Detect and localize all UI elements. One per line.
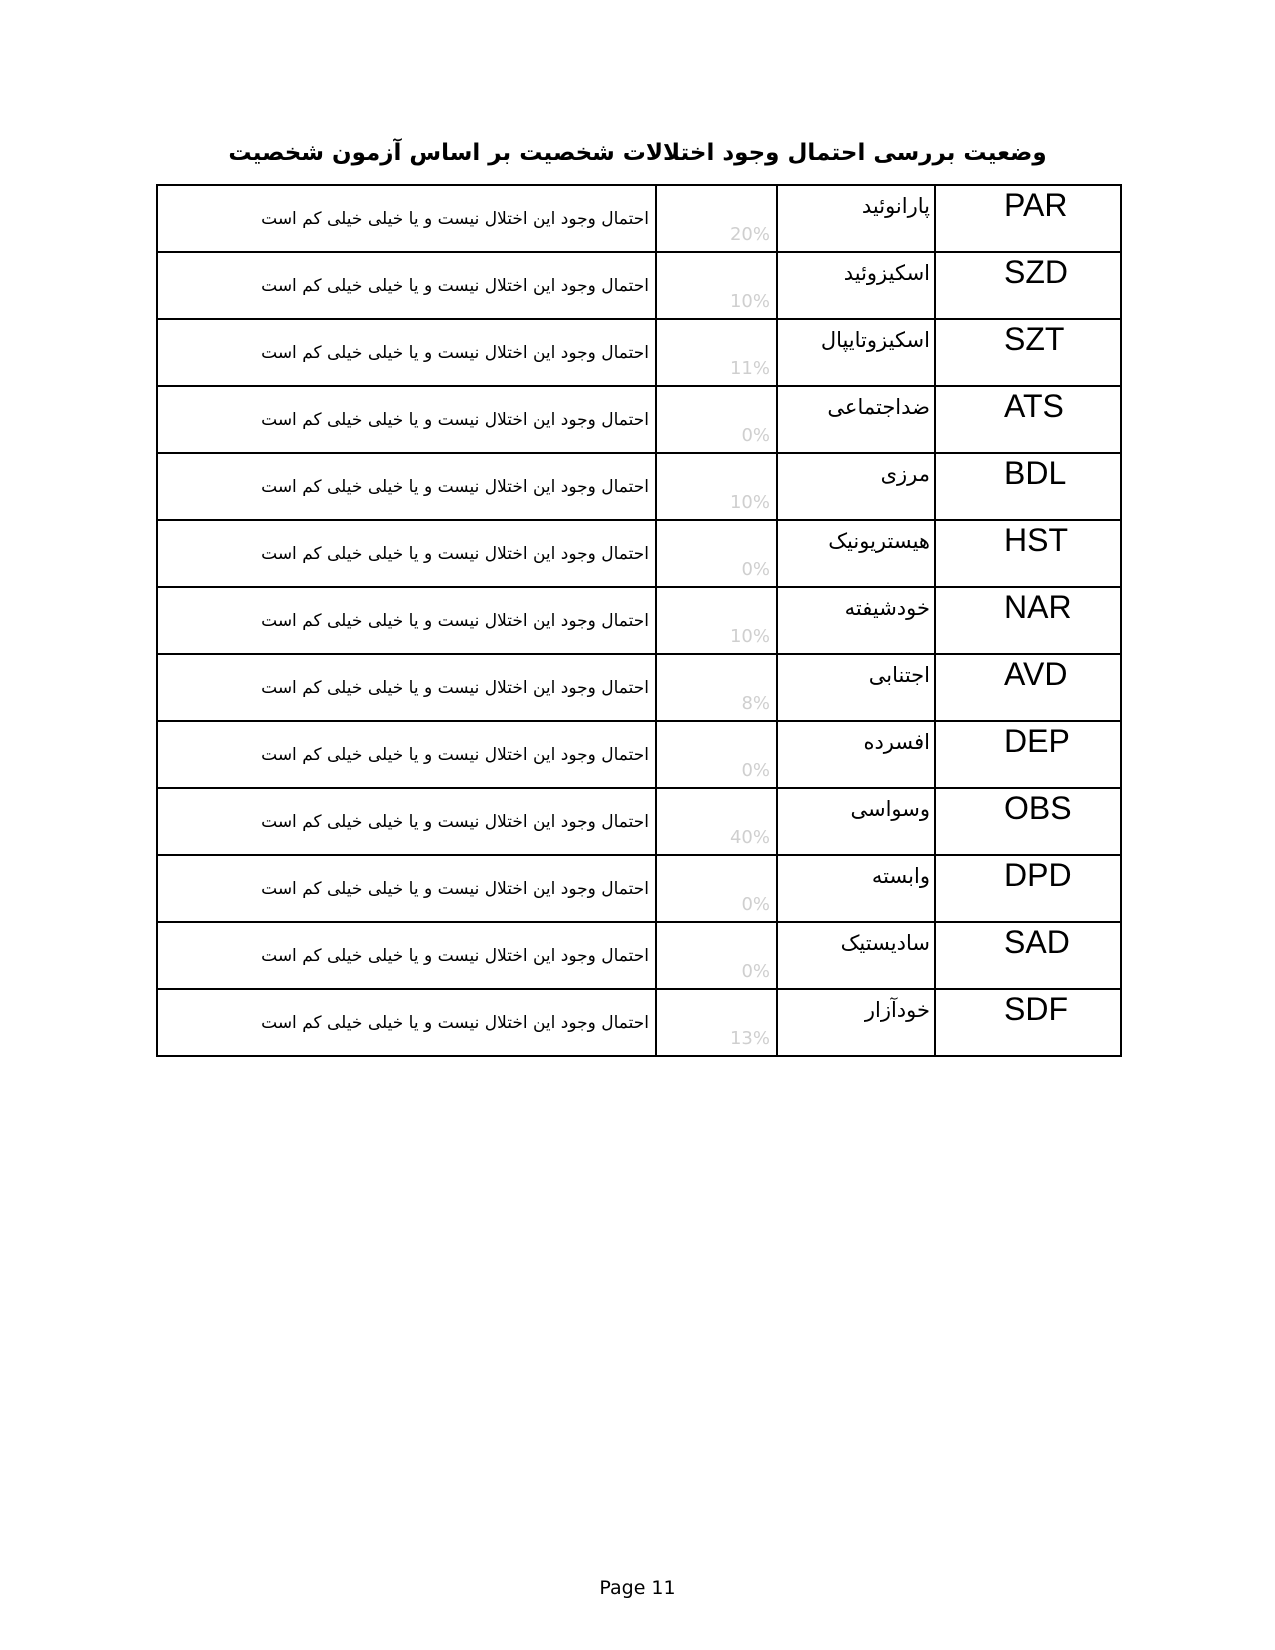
- row-code: NAR: [935, 587, 1121, 654]
- row-disorder-name: افسرده: [777, 721, 935, 788]
- table-row: [157, 453, 1121, 520]
- row-percent: 10%: [656, 587, 777, 654]
- row-description: احتمال وجود این اختلال نیست و یا خیلی خیلی کم است: [157, 788, 656, 855]
- row-description: احتمال وجود این اختلال نیست و یا خیلی خیلی کم است: [157, 319, 656, 386]
- row-description: احتمال وجود این اختلال نیست و یا خیلی خیلی کم است: [157, 386, 656, 453]
- page-number: Page 11: [599, 1577, 676, 1599]
- row-description: احتمال وجود این اختلال نیست و یا خیلی خیلی کم است: [157, 252, 656, 319]
- row-code: HST: [935, 520, 1121, 587]
- row-disorder-name: وسواسی: [777, 788, 935, 855]
- row-description: احتمال وجود این اختلال نیست و یا خیلی خیلی کم است: [157, 520, 656, 587]
- row-code: BDL: [935, 453, 1121, 520]
- row-description: احتمال وجود این اختلال نیست و یا خیلی خیلی کم است: [157, 721, 656, 788]
- row-description: احتمال وجود این اختلال نیست و یا خیلی خیلی کم است: [157, 453, 656, 520]
- row-percent: 10%: [656, 453, 777, 520]
- row-percent: 11%: [656, 319, 777, 386]
- row-percent: 8%: [656, 654, 777, 721]
- row-disorder-name: اجتنابی: [777, 654, 935, 721]
- row-code: DPD: [935, 855, 1121, 922]
- page-title: وضعیت بررسی احتمال وجود اختلالات شخصیت بر اساس آزمون شخصیت: [228, 140, 1047, 166]
- table-row: [157, 721, 1121, 788]
- row-disorder-name: خودشیفته: [777, 587, 935, 654]
- table-row: [157, 520, 1121, 587]
- table-row: [157, 319, 1121, 386]
- row-disorder-name: ضداجتماعی: [777, 386, 935, 453]
- row-percent: 20%: [656, 185, 777, 252]
- table-row: [157, 252, 1121, 319]
- row-percent: 0%: [656, 520, 777, 587]
- table-row: [157, 587, 1121, 654]
- row-description: احتمال وجود این اختلال نیست و یا خیلی خیلی کم است: [157, 989, 656, 1056]
- row-disorder-name: وابسته: [777, 855, 935, 922]
- row-description: احتمال وجود این اختلال نیست و یا خیلی خیلی کم است: [157, 185, 656, 252]
- row-description: احتمال وجود این اختلال نیست و یا خیلی خیلی کم است: [157, 855, 656, 922]
- row-code: SZD: [935, 252, 1121, 319]
- row-disorder-name: اسکیزوتایپال: [777, 319, 935, 386]
- personality-disorder-table: [156, 184, 1122, 1057]
- row-code: ATS: [935, 386, 1121, 453]
- row-disorder-name: مرزی: [777, 453, 935, 520]
- table-row: [157, 922, 1121, 989]
- row-code: SAD: [935, 922, 1121, 989]
- row-code: PAR: [935, 185, 1121, 252]
- table-row: [157, 989, 1121, 1056]
- row-disorder-name: پارانوئید: [777, 185, 935, 252]
- row-code: OBS: [935, 788, 1121, 855]
- table-row: [157, 185, 1121, 252]
- row-description: احتمال وجود این اختلال نیست و یا خیلی خیلی کم است: [157, 654, 656, 721]
- table-row: [157, 855, 1121, 922]
- table-row: [157, 386, 1121, 453]
- row-percent: 40%: [656, 788, 777, 855]
- row-description: احتمال وجود این اختلال نیست و یا خیلی خیلی کم است: [157, 922, 656, 989]
- table-row: [157, 654, 1121, 721]
- row-percent: 10%: [656, 252, 777, 319]
- row-disorder-name: هیستریونیک: [777, 520, 935, 587]
- row-disorder-name: اسکیزوئید: [777, 252, 935, 319]
- table-row: [157, 788, 1121, 855]
- row-code: SZT: [935, 319, 1121, 386]
- row-percent: 0%: [656, 721, 777, 788]
- row-percent: 0%: [656, 922, 777, 989]
- row-percent: 0%: [656, 855, 777, 922]
- row-code: DEP: [935, 721, 1121, 788]
- row-percent: 13%: [656, 989, 777, 1056]
- row-disorder-name: خودآزار: [777, 989, 935, 1056]
- row-disorder-name: سادیستیک: [777, 922, 935, 989]
- row-description: احتمال وجود این اختلال نیست و یا خیلی خیلی کم است: [157, 587, 656, 654]
- row-code: AVD: [935, 654, 1121, 721]
- row-percent: 0%: [656, 386, 777, 453]
- row-code: SDF: [935, 989, 1121, 1056]
